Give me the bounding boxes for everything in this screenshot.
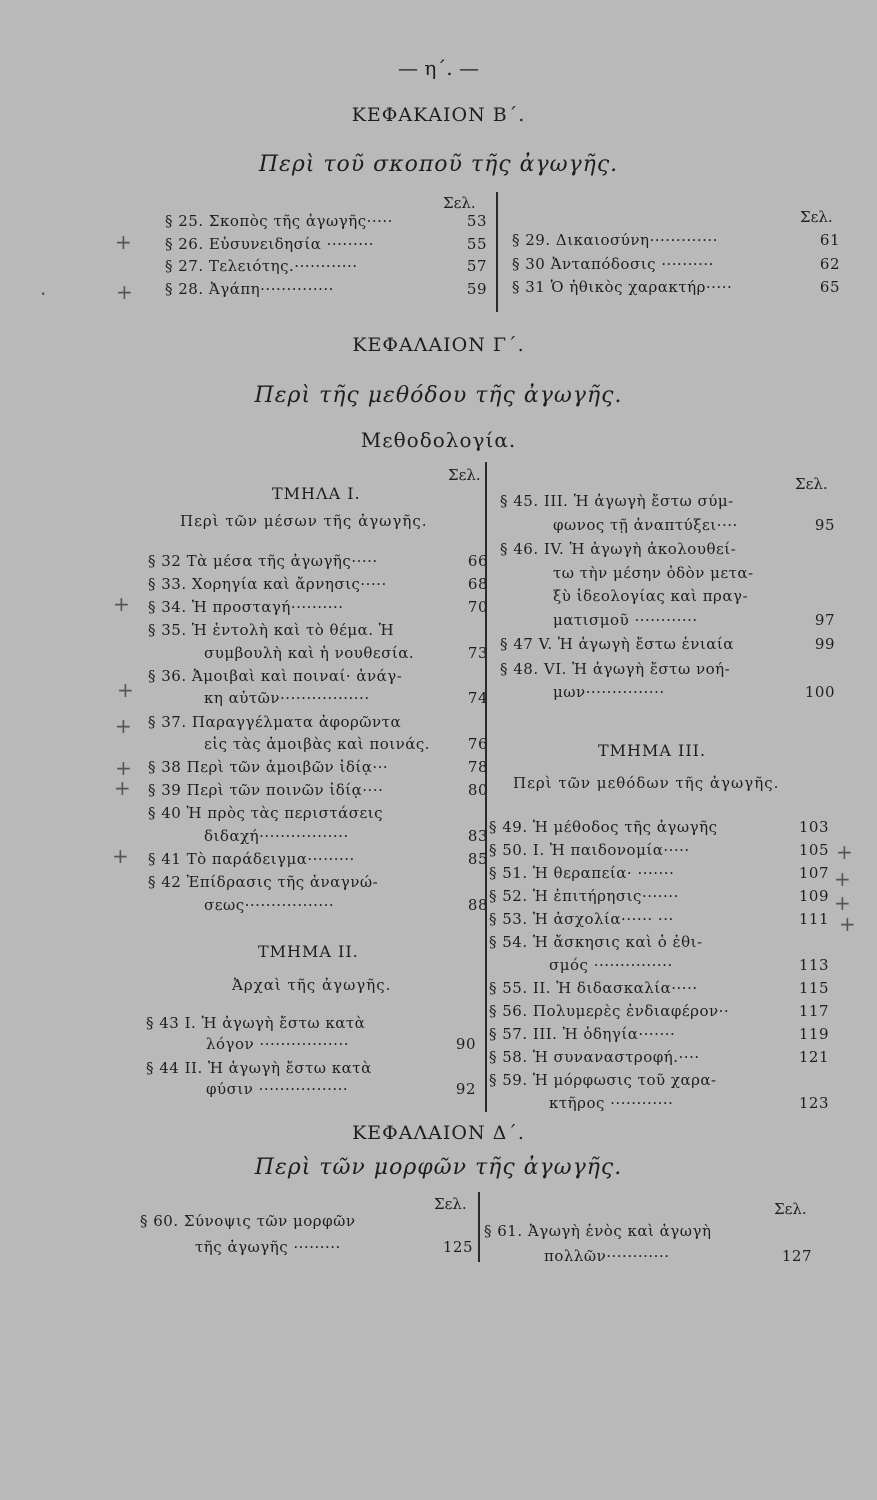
toc-entry-page: 80 xyxy=(467,781,488,800)
toc-entry-page: 123 xyxy=(798,1094,829,1112)
toc-entry xyxy=(489,1002,829,1022)
toc-entry xyxy=(553,587,835,607)
toc-entry xyxy=(553,516,835,536)
toc-entry-page: 85 xyxy=(467,849,488,868)
toc-entry xyxy=(165,280,487,300)
toc-entry xyxy=(489,864,829,884)
toc-entry-text: § 58. Ἡ συναναστροφή.···· xyxy=(489,1048,700,1066)
section-1-title: ΤΜΗΛΑ Ι. xyxy=(272,484,361,503)
toc-entry-page: 88 xyxy=(467,895,488,914)
toc-entry xyxy=(500,540,835,560)
toc-entry-page: 97 xyxy=(814,610,835,629)
toc-entry xyxy=(489,979,829,999)
toc-entry xyxy=(544,1247,812,1267)
toc-entry-page: 68 xyxy=(467,575,488,594)
section-2-subtitle: Ἀρχαὶ τῆς ἀγωγῆς. xyxy=(232,976,392,994)
toc-entry-page: 107 xyxy=(798,864,829,882)
pencil-mark-icon: + xyxy=(117,678,134,702)
toc-entry-text: τῆς ἀγωγῆς ········· xyxy=(195,1238,341,1256)
toc-entry-page: 113 xyxy=(798,956,829,974)
pencil-mark-icon: + xyxy=(112,844,129,868)
toc-entry-text: § 61. Ἀγωγὴ ἑνὸς καὶ ἀγωγὴ xyxy=(484,1222,712,1240)
toc-entry-page: 100 xyxy=(804,683,835,701)
toc-entry-text: § 41 Τὸ παράδειγμα········· xyxy=(148,849,355,868)
toc-entry-text: ξὺ ἰδεολογίας καὶ πραγ- xyxy=(553,587,749,605)
toc-entry xyxy=(148,621,488,641)
toc-entry xyxy=(148,850,488,870)
toc-entry xyxy=(148,781,488,801)
toc-entry-text: § 35. Ἡ ἐντολὴ καὶ τὸ θέμα. Ἡ xyxy=(148,621,395,640)
column-divider xyxy=(478,1192,480,1262)
toc-entry-text: § 27. Τελειότης.············ xyxy=(165,257,358,275)
toc-entry-text: § 42 Ἐπίδρασις τῆς ἀναγνώ- xyxy=(148,873,379,891)
toc-entry-page: 117 xyxy=(798,1002,829,1020)
toc-entry xyxy=(489,887,829,907)
toc-entry-page: 111 xyxy=(798,910,829,928)
toc-entry-page: 65 xyxy=(819,278,840,296)
toc-entry xyxy=(489,910,829,930)
toc-entry-text: § 60. Σύνοψις τῶν μορφῶν xyxy=(140,1212,356,1230)
toc-entry xyxy=(549,1094,829,1114)
toc-entry xyxy=(500,635,835,655)
toc-entry xyxy=(489,1025,829,1045)
toc-entry-text: § 48. VΙ. Ἡ ἀγωγὴ ἔστω νοή- xyxy=(500,659,731,678)
toc-entry xyxy=(148,804,488,824)
toc-entry xyxy=(204,896,488,916)
sel-label: Σελ. xyxy=(443,194,476,212)
toc-entry xyxy=(204,689,488,709)
toc-entry xyxy=(512,231,840,251)
toc-entry-page: 109 xyxy=(798,887,829,905)
pencil-mark-icon: + xyxy=(836,840,853,864)
toc-entry xyxy=(512,255,840,275)
toc-entry xyxy=(148,552,488,572)
toc-entry xyxy=(148,713,488,733)
toc-entry-text: § 25. Σκοπὸς τῆς ἀγωγῆς····· xyxy=(165,212,393,230)
toc-entry-text: κη αὐτῶν················· xyxy=(204,689,370,708)
toc-entry-text: § 26. Εὐσυνειδησία ········· xyxy=(165,234,375,253)
toc-entry-text: § 39 Περὶ τῶν ποινῶν ἰδίᾳ···· xyxy=(148,781,384,800)
toc-entry-text: σεως················· xyxy=(204,895,335,914)
toc-entry xyxy=(206,1080,476,1100)
toc-entry-text: § 40 Ἡ πρὸς τὰς περιστάσεις xyxy=(148,804,384,823)
toc-entry-text: § 47 V. Ἡ ἀγωγὴ ἔστω ἑνιαία xyxy=(500,635,734,653)
column-divider xyxy=(496,192,498,312)
toc-entry xyxy=(148,873,488,893)
toc-entry xyxy=(204,735,488,755)
section-3-subtitle: Περὶ τῶν μεθόδων τῆς ἀγωγῆς. xyxy=(513,774,780,792)
toc-entry-page: 95 xyxy=(814,515,835,534)
toc-entry xyxy=(148,758,488,778)
toc-entry-page: 74 xyxy=(467,689,488,708)
toc-entry xyxy=(489,1048,829,1068)
toc-entry xyxy=(146,1059,476,1079)
section-2-title: ΤΜΗΜΑ ΙΙ. xyxy=(258,942,359,961)
toc-entry-text: πολλῶν············ xyxy=(544,1247,670,1265)
toc-entry-text: § 31 Ὁ ἠθικὸς χαρακτήρ····· xyxy=(512,278,733,296)
pencil-mark-icon: + xyxy=(116,280,133,304)
pencil-mark-icon: + xyxy=(834,891,851,915)
pencil-mark-icon: + xyxy=(839,912,856,936)
toc-entry-text: § 28. Ἀγάπη·············· xyxy=(165,279,334,298)
toc-entry-text: μων··············· xyxy=(553,683,665,701)
toc-entry xyxy=(165,235,487,255)
section-3-title: ΤΜΗΜΑ ΙΙΙ. xyxy=(598,741,707,760)
toc-entry-text: § 52. Ἡ ἐπιτήρησις······· xyxy=(489,887,679,905)
toc-entry-page: 105 xyxy=(798,841,829,859)
toc-entry-page: 57 xyxy=(466,257,487,275)
sel-label: Σελ. xyxy=(448,466,481,484)
toc-entry-page: 53 xyxy=(466,212,487,230)
toc-entry-page: 66 xyxy=(467,552,488,570)
toc-entry-text: τω τὴν μέσην ὁδὸν μετα- xyxy=(553,563,754,582)
toc-entry-text: § 49. Ἡ μέθοδος τῆς ἀγωγῆς xyxy=(489,818,718,836)
toc-entry-text: § 53. Ἡ ἀσχολία······ ··· xyxy=(489,910,674,928)
toc-entry-page: 119 xyxy=(798,1025,829,1043)
toc-entry-text: κτῆρος ············ xyxy=(549,1094,674,1112)
sel-label: Σελ. xyxy=(774,1200,807,1218)
toc-entry-text: διδαχή················· xyxy=(204,826,349,845)
toc-entry-page: 115 xyxy=(798,979,829,997)
toc-entry-text: § 34. Ἡ προσταγή·········· xyxy=(148,598,344,617)
toc-entry xyxy=(553,564,835,584)
toc-entry-text: § 54. Ἡ ἄσκησις καὶ ὁ ἐθι- xyxy=(489,933,703,951)
chapter-g-subtitle: Περὶ τῆς μεθόδου τῆς ἀγωγῆς. xyxy=(254,383,623,408)
toc-entry xyxy=(484,1222,812,1242)
toc-entry-text: σμός ··············· xyxy=(549,956,673,974)
toc-entry xyxy=(195,1238,473,1258)
toc-entry xyxy=(553,683,835,703)
toc-entry-text: § 33. Χορηγία καὶ ἄρνησις····· xyxy=(148,575,387,594)
chapter-g-methodology: Μεθοδολογία. xyxy=(360,428,517,452)
toc-entry xyxy=(489,818,829,838)
pencil-mark-icon: + xyxy=(113,592,130,616)
toc-entry-page: 127 xyxy=(781,1247,812,1265)
toc-entry xyxy=(500,492,835,512)
toc-entry-text: § 50. Ι. Ἡ παιδονομία····· xyxy=(489,841,690,859)
toc-entry-text: § 46. ΙV. Ἡ ἀγωγὴ ἀκολουθεί- xyxy=(500,540,737,558)
chapter-g-title: ΚΕΦΑΛΑΙΟΝ Γ΄. xyxy=(352,334,525,356)
toc-entry-page: 62 xyxy=(819,254,840,273)
toc-entry xyxy=(146,1014,476,1034)
toc-entry-text: § 29. Δικαιοσύνη············· xyxy=(512,231,718,249)
toc-entry-page: 90 xyxy=(455,1035,476,1053)
toc-entry-text: § 56. Πολυμερὲς ἐνδιαφέρον·· xyxy=(489,1002,730,1020)
toc-entry-text: ματισμοῦ ············ xyxy=(553,610,698,629)
toc-entry xyxy=(489,841,829,861)
toc-entry-text: § 38 Περὶ τῶν ἀμοιβῶν ἰδίᾳ··· xyxy=(148,758,389,777)
toc-entry-text: § 36. Ἀμοιβαὶ καὶ ποιναί· ἀνάγ- xyxy=(148,666,403,685)
toc-entry-text: § 37. Παραγγέλματα ἀφορῶντα xyxy=(148,712,402,731)
toc-entry xyxy=(206,1035,476,1055)
toc-entry-page: 121 xyxy=(798,1048,829,1066)
pencil-mark-icon: + xyxy=(114,776,131,800)
toc-entry xyxy=(500,660,835,680)
toc-entry-page: 70 xyxy=(467,598,488,617)
toc-entry-text: § 45. ΙΙΙ. Ἡ ἀγωγὴ ἔστω σύμ- xyxy=(500,492,734,510)
toc-entry xyxy=(512,278,840,298)
toc-entry-page: 103 xyxy=(798,818,829,836)
chapter-d-subtitle: Περὶ τῶν μορφῶν τῆς ἀγωγῆς. xyxy=(254,1155,623,1180)
toc-entry xyxy=(553,611,835,631)
toc-entry-page: 78 xyxy=(467,758,488,777)
sel-label: Σελ. xyxy=(434,1195,467,1213)
pencil-mark-icon: + xyxy=(834,867,851,891)
toc-entry xyxy=(165,257,487,277)
toc-entry-text: λόγον ················· xyxy=(206,1035,349,1053)
toc-entry-page: 83 xyxy=(467,826,488,845)
page-number: — η΄. — xyxy=(397,56,480,80)
toc-entry xyxy=(489,1071,829,1091)
toc-entry-page: 55 xyxy=(466,234,487,253)
toc-entry-text: § 57. ΙΙΙ. Ἡ ὁδηγία······· xyxy=(489,1025,676,1043)
toc-entry xyxy=(549,956,829,976)
chapter-b-title: ΚΕΦΑΚΑΙΟΝ Β΄. xyxy=(351,104,526,126)
toc-entry-text: § 59. Ἡ μόρφωσις τοῦ χαρα- xyxy=(489,1071,717,1089)
toc-entry-text: § 55. ΙΙ. Ἡ διδασκαλία····· xyxy=(489,979,698,997)
toc-entry-text: εἰς τὰς ἀμοιβὰς καὶ ποινάς. xyxy=(204,735,431,753)
toc-entry-text: § 51. Ἡ θεραπεία· ······· xyxy=(489,864,675,882)
toc-entry xyxy=(148,598,488,618)
toc-entry-text: § 30 Ἀνταπόδοσις ·········· xyxy=(512,254,714,273)
chapter-d-title: ΚΕΦΑΛΑΙΟΝ Δ΄. xyxy=(352,1122,525,1144)
toc-entry xyxy=(489,933,829,953)
toc-entry-text: § 44 ΙΙ. Ἡ ἀγωγὴ ἔστω κατὰ xyxy=(146,1059,372,1077)
toc-entry-page: 125 xyxy=(442,1238,473,1256)
sel-label: Σελ. xyxy=(800,208,833,226)
toc-entry-text: § 32 Τὰ μέσα τῆς ἀγωγῆς····· xyxy=(148,552,378,570)
toc-entry-page: 61 xyxy=(819,231,840,249)
toc-entry xyxy=(165,212,487,232)
toc-entry xyxy=(140,1212,473,1232)
toc-entry-page: 59 xyxy=(466,279,487,298)
toc-entry-text: φύσιν ················· xyxy=(206,1080,349,1098)
toc-entry-page: 99 xyxy=(814,635,835,653)
toc-entry-text: συμβουλὴ καὶ ἡ νουθεσία. xyxy=(204,643,415,662)
pencil-mark-icon: + xyxy=(115,714,132,738)
toc-entry-text: φωνος τῇ ἀναπτύξει···· xyxy=(553,515,738,534)
toc-entry-text: § 43 Ι. Ἡ ἀγωγὴ ἔστω κατὰ xyxy=(146,1014,366,1032)
toc-entry xyxy=(148,667,488,687)
toc-entry-page: 76 xyxy=(467,735,488,753)
pencil-mark-icon: + xyxy=(115,756,132,780)
toc-entry xyxy=(148,575,488,595)
toc-entry-page: 92 xyxy=(455,1080,476,1098)
toc-entry xyxy=(204,644,488,664)
pencil-dot-icon: · xyxy=(40,282,47,306)
sel-label: Σελ. xyxy=(795,475,828,493)
section-1-subtitle: Περὶ τῶν μέσων τῆς ἀγωγῆς. xyxy=(180,512,428,530)
pencil-mark-icon: + xyxy=(115,230,132,254)
chapter-b-subtitle: Περὶ τοῦ σκοποῦ τῆς ἀγωγῆς. xyxy=(258,152,619,177)
toc-entry-page: 73 xyxy=(467,643,488,662)
toc-entry xyxy=(204,827,488,847)
